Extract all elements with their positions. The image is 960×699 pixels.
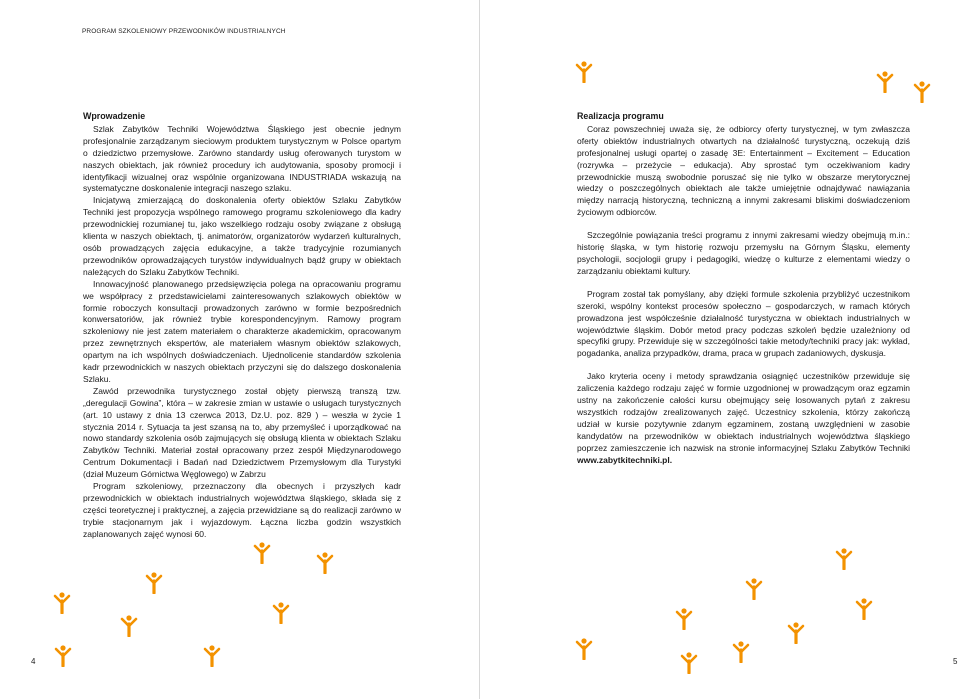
- person-arms-raised-icon: [680, 652, 698, 674]
- person-arms-raised-icon: [575, 638, 593, 660]
- left-column: [83, 111, 401, 541]
- person-arms-raised-icon: [316, 552, 334, 574]
- person-arms-raised-icon: [145, 572, 163, 594]
- page-number-right: 5: [953, 657, 958, 666]
- paragraph: Program szkoleniowy, przeznaczony dla obecnych i przyszłych kadr przewodnickich w obiektach industrialnych województwa śląskiego, składa się z części teoretycznej i praktycznej, a zajęcia przewidziane są do realizacji zarówno w trybie stacjonarnym jak i wyjazdowym. Łączna liczba godzin wszystkich zaplanowanych zajęć wynosi 60.: [83, 481, 401, 539]
- person-arms-raised-icon: [575, 61, 593, 83]
- section-heading-program-implementation: Realizacja programu: [577, 111, 664, 121]
- person-arms-raised-icon: [732, 641, 750, 663]
- person-arms-raised-icon: [253, 542, 271, 564]
- person-arms-raised-icon: [835, 548, 853, 570]
- person-arms-raised-icon: [272, 602, 290, 624]
- page-number-left: 4: [31, 657, 36, 666]
- person-arms-raised-icon: [745, 578, 763, 600]
- person-arms-raised-icon: [203, 645, 221, 667]
- paragraph: Szlak Zabytków Techniki Województwa Śląskiego jest obecnie jednym profesjonalnie zarządzanym sieciowym produktem turystycznym w Polsce opartym o dziedzictwo przemysłowe. Zarówno standardy usług oferowanych turystom w naszych obiektach, jak również procedury ich audytowania, sposoby promocji i identyfikacji wizualnej oraz wspólnie organizowana INDUSTRIADA wskazują na systematyczne doskonalenie integracji naszego szlaku.: [83, 123, 401, 194]
- paragraph: Zawód przewodnika turystycznego został objęty pierwszą transzą tzw. „deregulacji Gowina”, która – w zakresie zmian w ustawie o usługach turystycznych (art. 10 ustawy z dnia 13 czerwca 2013, Dz.U. poz. 829 ) – weszła w życie 1 stycznia 2014 r. Sytuacja ta jest szansą na to, aby przemyśleć i uporządkować na nowo standardy szkolenia osób zajmujących się obsługą klienta w obiektach Szlaku Zabytków Techniki. Materiał został opracowany przez zespół Międzynarodowego Centrum Dokumentacji i Badań nad Dziedzictwem Przemysłowym dla Turystyki (dział Muzeum Górnictwa Węglowego) w Zabrzu: [83, 385, 401, 480]
- person-arms-raised-icon: [876, 71, 894, 93]
- person-arms-raised-icon: [120, 615, 138, 637]
- paragraph: Szczególnie powiązania treści programu z innymi zakresami wiedzy obejmują m.in.: historię śląska, w tym historię rozwoju przemysłu na Górnym Śląsku, elementy psychologii, socjologii grupy i pedagogiki, wiedzę o kulturze z elementami wiedzy o zarządzaniu obiektami kultury.: [577, 230, 910, 276]
- paragraph: Inicjatywą zmierzającą do doskonalenia oferty obiektów Szlaku Zabytków Techniki jest propozycja wspólnego ramowego programu szkoleniowego dla kadry przewodnickiej rozumianej tu, jako wszelkiego rodzaju osoby związane z obsługą klienta w naszych obiektach, tj. animatorów, organizatorów wydarzeń kulturalnych, osób prowadzących zajęcia edukacyjne, a także tradycyjnie rozumianych przewodników oprowadzających turystów indywidualnych bądź grupy w obiektach należących do Szlaku Zabytków Techniki.: [83, 195, 401, 277]
- person-arms-raised-icon: [53, 592, 71, 614]
- person-arms-raised-icon: [855, 598, 873, 620]
- running-header-title: PROGRAM SZKOLENIOWY PRZEWODNIKÓW INDUSTRIALNYCH: [82, 28, 286, 35]
- right-column: [577, 111, 910, 466]
- paragraph-with-url: [577, 371, 910, 466]
- paragraph-text: Jako kryteria oceny i metody sprawdzania osiągnięć uczestników przewiduje się zaliczenia każdego rodzaju zajęć w formie uzgodnionej w prowadzącym oraz egzamin ustny na zakończenie całości kursu obejmujący seię losowanych pytań z zakresu wszystkich rodzajów zrealizowanych zajęć. Uczestnicy szkolenia, którzy zakończą udział w kursie pozytywnie zdanym egzaminem, zostaną uwzględnieni w zasobie kandydatów na przewodników w obiektach industrialnych województwa śląskiego poprzez zamieszczenie ich nazwisk na stronie informacyjnej Szlaku Zabytków Techniki: [577, 371, 910, 453]
- paragraph: Program został tak pomyślany, aby dzięki formule szkolenia przybliżyć uczestnikom szeroki, wspólny kontekst procesów społeczno – gospodarczych, w ramach których prowadzona jest współcześnie działalność turystyczna w obiektach industrialnych w województwie śląskim. Dobór metod pracy podczas szkoleń będzie uzależniony od specyfiki grupy. Przewiduje się w szczególności takie metody/techniki pracy jak: wykład, pogadanka, analiza przypadków, drama, praca w grupach zadaniowych, dyskusja.: [577, 288, 910, 359]
- person-arms-raised-icon: [54, 645, 72, 667]
- person-arms-raised-icon: [675, 608, 693, 630]
- person-arms-raised-icon: [913, 81, 931, 103]
- paragraph: Innowacyjność planowanego przedsięwzięcia polega na opracowaniu programu we współpracy z przedstawicielami zainteresowanych szlakowych obiektów w formie roboczych konsultacji prowadzonych zarówno w formie bezpośrednich konwersatoriów, jak również trybie korespondencyjnym. Ramowy program szkoleniowy nie jest zatem materiałem o charakterze akademickim, opracowanym przez zewnętrznych ekspertów, ale materiałem własnym obiektów szlakowych, opartym na ich wspólnych doświadczeniach. Ujednolicenie standardów szkolenia kadr przewodnickich w naszych obiektach przyczyni się do dalszego doskonalenia Szlaku.: [83, 278, 401, 384]
- section-heading-introduction: Wprowadzenie: [83, 111, 146, 121]
- paragraph: Coraz powszechniej uważa się, że odbiorcy oferty turystycznej, w tym zwłaszcza oferty obiektów industrialnych otwartych na działalność turystyczną, oczekują dziś profesjonalnej usługi opartej o zasadę 3E: Entertainment – Excitement – Education (rozrywka – przeżycie – edukacja). Aby sprostać tym oczekiwaniom kadry przewodnickie muszą swobodnie poruszać się nie tylko w obszarze merytorycznej wiedzy o poszczególnych obiektach ale także umiejętnie odnajdywać nawiązania między narracją historyczną, techniczną a innymi zakresami bliskimi doświadczeniom życiowym odbiorców.: [577, 123, 910, 218]
- page-spread-divider: [479, 0, 480, 699]
- person-arms-raised-icon: [787, 622, 805, 644]
- website-link[interactable]: www.zabytkitechniki.pl.: [577, 454, 673, 465]
